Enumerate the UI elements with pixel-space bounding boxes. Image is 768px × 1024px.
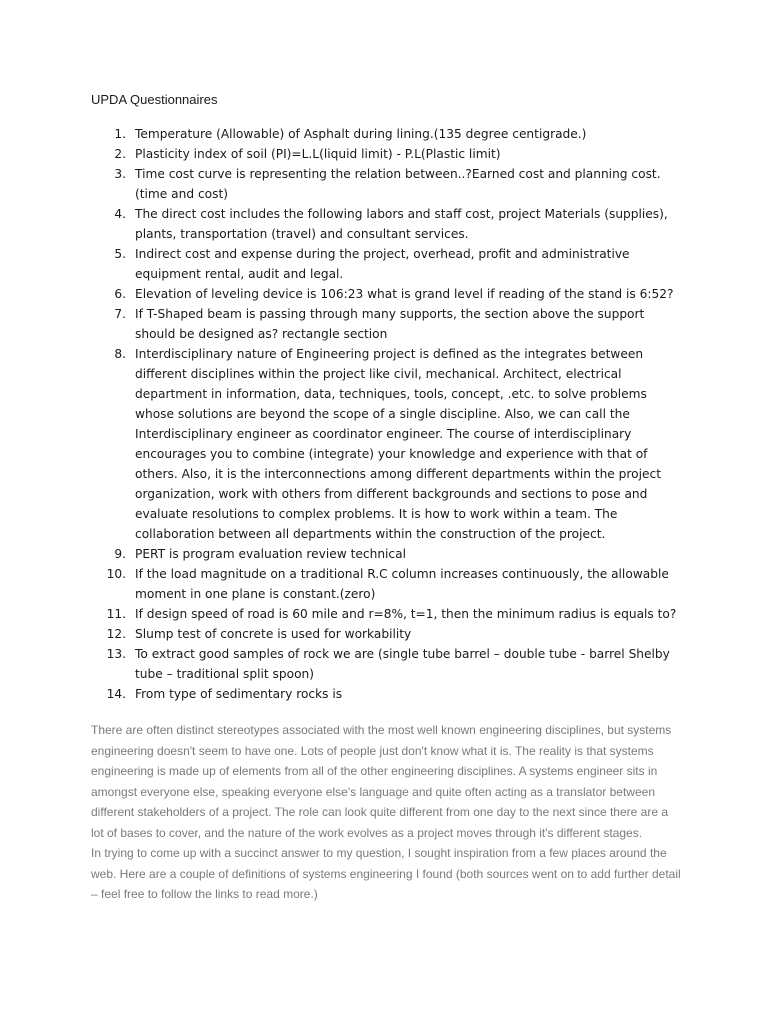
list-item [91, 544, 681, 564]
list-item-text: Temperature (Allowable) of Asphalt during lining.(135 degree centigrade.) [135, 127, 587, 141]
list-item [91, 284, 681, 304]
list-item-text: If T-Shaped beam is passing through many supports, the section above the support should be designed as? rectangle section [135, 307, 645, 341]
list-item [91, 244, 681, 284]
list-item-text: To extract good samples of rock we are (single tube barrel – double tube - barrel Shelby tube – traditional split spoon) [135, 647, 670, 681]
list-item-number: 2. [114, 147, 126, 161]
list-item-text: Plasticity index of soil (PI)=L.L(liquid limit) - P.L(Plastic limit) [135, 147, 501, 161]
document-title: UPDA Questionnaires [91, 92, 218, 107]
list-item [91, 624, 681, 644]
list-item-text: Indirect cost and expense during the project, overhead, profit and administrative equipment rental, audit and legal. [135, 247, 630, 281]
questions-list [91, 124, 681, 704]
list-item [91, 164, 681, 204]
list-item-text: If design speed of road is 60 mile and r=8%, t=1, then the minimum radius is equals to? [135, 607, 677, 621]
list-item-text: If the load magnitude on a traditional R.C column increases continuously, the allowable moment in one plane is constant.(zero) [135, 567, 669, 601]
article-paragraph: In trying to come up with a succinct answer to my question, I sought inspiration from a few places around the web. Here are a couple of definitions of systems engineering I found (both sources went on to add further detail – feel free to follow the links to read more.) [91, 846, 681, 901]
list-item [91, 644, 681, 684]
list-item-text: From type of sedimentary rocks is [135, 687, 343, 701]
list-item-number: 11. [106, 607, 126, 621]
list-item-number: 1. [114, 127, 126, 141]
list-item-number: 13. [106, 647, 126, 661]
list-item-number: 3. [114, 167, 126, 181]
list-item-number: 10. [106, 567, 126, 581]
list-item [91, 564, 681, 604]
list-item [91, 604, 681, 624]
list-item-number: 5. [114, 247, 126, 261]
list-item-number: 8. [114, 347, 126, 361]
list-item-number: 4. [114, 207, 126, 221]
list-item-number: 12. [106, 627, 126, 641]
article-paragraph: There are often distinct stereotypes associated with the most well known engineering disciplines, but systems engineering doesn't seem to have one. Lots of people just don't know what it is. The reality is that systems engineering is made up of elements from all of the other engineering disciplines. A systems engineer sits in amongst everyone else, speaking everyone else's language and quite often acting as a translator between different stakeholders of a project. The role can look quite different from one day to the next since there are a lot of bases to cover, and the nature of the work evolves as a project moves through it's different stages. [91, 723, 672, 840]
list-item [91, 684, 681, 704]
list-item-number: 14. [106, 687, 126, 701]
list-item-text: Elevation of leveling device is 106:23 what is grand level if reading of the stand is 6:52? [135, 287, 674, 301]
list-item [91, 344, 681, 544]
list-item-text: Slump test of concrete is used for workability [135, 627, 412, 641]
list-item-text: PERT is program evaluation review technical [135, 547, 406, 561]
list-item [91, 124, 681, 144]
list-item-number: 6. [114, 287, 126, 301]
list-item-number: 9. [114, 547, 126, 561]
list-item-text: The direct cost includes the following labors and staff cost, project Materials (supplies), plants, transportation (travel) and consultant services. [135, 207, 668, 241]
article-excerpt [91, 720, 681, 905]
list-item [91, 204, 681, 244]
list-item-text: Interdisciplinary nature of Engineering project is defined as the integrates between different disciplines within the project like civil, mechanical. Architect, electrical department in information, data, techniques, tools, concept, .etc. to solve problems whose solutions are beyond the scope of a single discipline. Also, we can call the Interdisciplinary engineer as coordinator engineer. The course of interdisciplinary encourages you to combine (integrate) your knowledge and experience with that of others. Also, it is the interconnections among different departments within the project organization, work with others from different backgrounds and sections to pose and evaluate resolutions to complex problems. It is how to work within a team. The collaboration between all departments within the construction of the project. [135, 347, 661, 541]
list-item-number: 7. [114, 307, 126, 321]
list-item [91, 144, 681, 164]
list-item [91, 304, 681, 344]
list-item-text: Time cost curve is representing the relation between..?Earned cost and planning cost.(time and cost) [135, 167, 661, 201]
